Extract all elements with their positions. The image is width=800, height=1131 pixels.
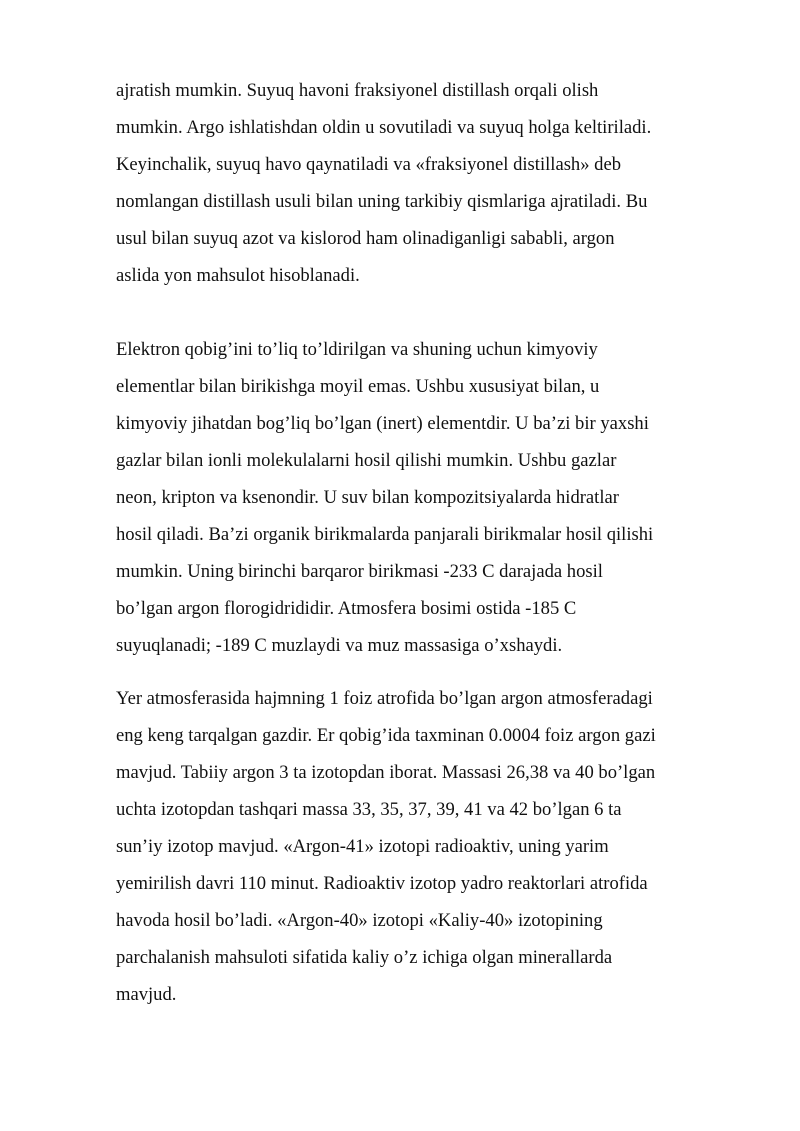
text-line: kimyoviy jihatdan bog’liq bo’lgan (inert) elementdir. U ba’zi bir yaxshi — [116, 413, 649, 434]
text-line: sun’iy izotop mavjud. «Argon-41» izotopi radioaktiv, uning yarim — [116, 836, 609, 857]
text-line: mumkin. Uning birinchi barqaror birikmasi -233 C darajada hosil — [116, 561, 603, 582]
text-line: hosil qiladi. Ba’zi organik birikmalarda panjarali birikmalar hosil qilishi — [116, 524, 654, 545]
paragraph-argon-properties — [116, 331, 746, 664]
text-line: suyuqlanadi; -189 C muzlaydi va muz massasiga o’xshaydi. — [116, 635, 563, 656]
text-line: mumkin. Argo ishlatishdan oldin u sovutiladi va suyuq holga keltiriladi. — [116, 117, 652, 138]
text-line: mavjud. — [116, 984, 177, 1005]
document-page — [116, 72, 746, 1013]
text-line: bo’lgan argon florogidrididir. Atmosfera bosimi ostida -185 C — [116, 598, 577, 619]
text-line: uchta izotopdan tashqari massa 33, 35, 37, 39, 41 va 42 bo’lgan 6 ta — [116, 799, 622, 820]
text-line: ajratish mumkin. Suyuq havoni fraksiyonel distillash orqali olish — [116, 80, 599, 101]
text-line: usul bilan suyuq azot va kislorod ham olinadiganligi sababli, argon — [116, 228, 615, 249]
text-line: neon, kripton va ksenondir. U suv bilan kompozitsiyalarda hidratlar — [116, 487, 619, 508]
text-line: gazlar bilan ionli molekulalarni hosil qilishi mumkin. Ushbu gazlar — [116, 450, 617, 471]
text-line: Yer atmosferasida hajmning 1 foiz atrofida bo’lgan argon atmosferadagi — [116, 688, 653, 709]
text-line: Elektron qobig’ini to’liq to’ldirilgan va shuning uchun kimyoviy — [116, 339, 598, 360]
text-line: Keyinchalik, suyuq havo qaynatiladi va «fraksiyonel distillash» deb — [116, 154, 622, 175]
paragraph-argon-isotopes — [116, 680, 746, 1013]
text-line: aslida yon mahsulot hisoblanadi. — [116, 265, 360, 286]
text-line: yemirilish davri 110 minut. Radioaktiv izotop yadro reaktorlari atrofida — [116, 873, 648, 894]
text-line: eng keng tarqalgan gazdir. Er qobig’ida taxminan 0.0004 foiz argon gazi — [116, 725, 656, 746]
text-line: parchalanish mahsuloti sifatida kaliy o’z ichiga olgan minerallarda — [116, 947, 613, 968]
paragraph-argon-production — [116, 72, 746, 294]
text-line: elementlar bilan birikishga moyil emas. Ushbu xususiyat bilan, u — [116, 376, 600, 397]
text-line: havoda hosil bo’ladi. «Argon-40» izotopi «Kaliy-40» izotopining — [116, 910, 603, 931]
text-line: nomlangan distillash usuli bilan uning tarkibiy qismlariga ajratiladi. Bu — [116, 191, 648, 212]
text-line: mavjud. Tabiiy argon 3 ta izotopdan iborat. Massasi 26,38 va 40 bo’lgan — [116, 762, 656, 783]
